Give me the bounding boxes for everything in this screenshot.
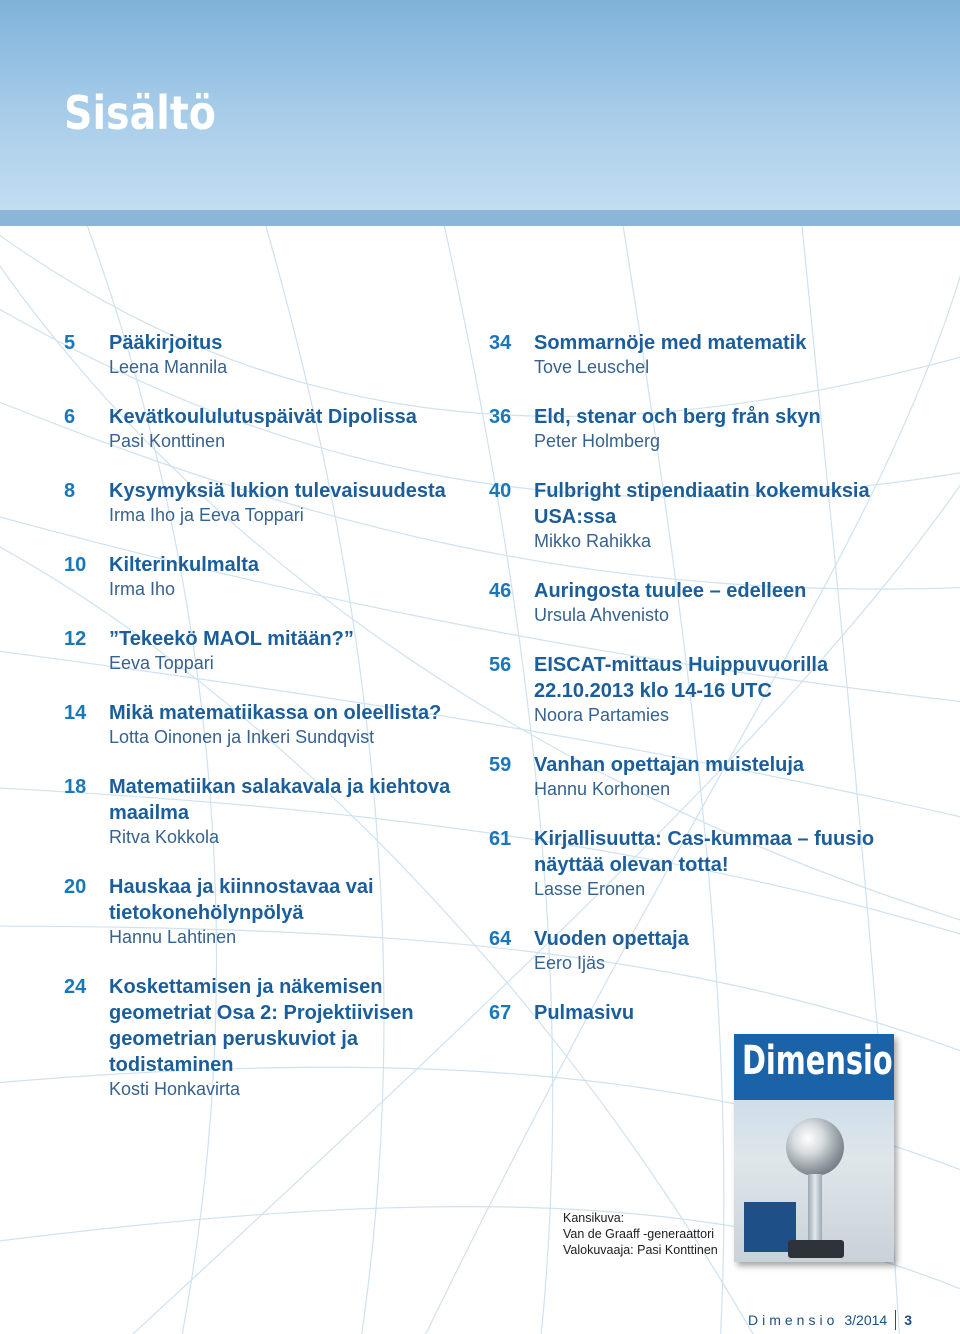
toc-article-author: Leena Mannila (109, 357, 228, 377)
toc-entry[interactable] (489, 1000, 929, 1026)
toc-article-title: Auringosta tuulee – edelleen (534, 580, 807, 602)
footer-issue: 3/2014 (844, 1312, 888, 1328)
toc-article-author: Hannu Lahtinen (109, 927, 237, 947)
toc-page-number: 24 (64, 976, 87, 998)
footer-page-number: 3 (904, 1312, 912, 1328)
toc-article-title: Vanhan opettajan muisteluja (534, 754, 805, 776)
toc-article-author: Irma Iho (109, 579, 176, 599)
toc-article-author: Tove Leuschel (534, 357, 650, 377)
toc-article-title: Pääkirjoitus (109, 332, 223, 354)
toc-entry[interactable] (64, 552, 484, 600)
toc-entry[interactable] (64, 404, 484, 452)
generator-column (808, 1174, 822, 1244)
toc-entry[interactable] (489, 330, 929, 378)
toc-page-number: 14 (64, 702, 87, 724)
caption-label: Kansikuva: (563, 1211, 625, 1225)
toc-page-number: 67 (489, 1002, 512, 1024)
generator-sphere (786, 1118, 844, 1176)
toc-entry[interactable] (64, 626, 484, 674)
toc-entry[interactable] (489, 926, 929, 974)
toc-entry[interactable] (64, 330, 484, 378)
caption-photographer: Valokuvaaja: Pasi Konttinen (563, 1243, 718, 1257)
toc-article-author: Eeva Toppari (109, 653, 214, 673)
cover-image (734, 1034, 894, 1262)
toc-article-author: Ursula Ahvenisto (534, 605, 670, 625)
toc-article-title: ”Tekeekö MAOL mitään?” (109, 628, 354, 650)
header-stripe (0, 210, 960, 226)
toc-article-author: Eero Ijäs (534, 953, 606, 973)
toc-article-author: Kosti Honkavirta (109, 1079, 241, 1099)
toc-article-author: Lotta Oinonen ja Inkeri Sundqvist (109, 727, 375, 747)
toc-right-column (489, 330, 929, 1052)
toc-page-number: 10 (64, 554, 87, 576)
toc-page-number: 18 (64, 776, 87, 798)
footer-magazine-name: Dimensio (748, 1312, 839, 1328)
toc-article-author: Ritva Kokkola (109, 827, 220, 847)
toc-entry[interactable] (64, 700, 484, 748)
toc-article-author: Peter Holmberg (534, 431, 661, 451)
toc-entry[interactable] (489, 826, 929, 900)
toc-article-title: Koskettamisen ja näkemisen geometriat Osa 2: Projektiivisen geometrian peruskuviot ja todistaminen (109, 976, 414, 1076)
footer-divider (895, 1310, 896, 1330)
toc-article-title: Kirjallisuutta: Cas-kummaa – fuusio näyttää olevan totta! (534, 828, 875, 876)
toc-article-title: EISCAT-mittaus Huippuvuorilla 22.10.2013 klo 14-16 UTC (534, 654, 829, 702)
toc-page-number: 5 (64, 332, 76, 354)
toc-page-number: 61 (489, 828, 512, 850)
toc-entry[interactable] (64, 774, 484, 848)
toc-entry[interactable] (64, 874, 484, 948)
cover-masthead (734, 1034, 894, 1100)
page-title: Sisältö (64, 86, 216, 140)
toc-article-title: Kysymyksiä lukion tulevaisuudesta (109, 480, 446, 502)
cover-caption (563, 1210, 718, 1258)
toc-entry[interactable] (64, 478, 484, 526)
toc-page-number: 12 (64, 628, 87, 650)
toc-article-author: Pasi Konttinen (109, 431, 226, 451)
generator-base (788, 1240, 844, 1258)
toc-article-title: Kilterinkulmalta (109, 554, 260, 576)
toc-left-column (64, 330, 484, 1126)
toc-page-number: 6 (64, 406, 76, 428)
toc-article-title: Sommarnöje med matematik (534, 332, 807, 354)
page-footer (748, 1310, 912, 1330)
toc-entry[interactable] (489, 752, 929, 800)
cover-logo: Dimensio (742, 1038, 893, 1084)
toc-article-title: Fulbright stipendiaatin kokemuksia USA:ssa (534, 480, 870, 528)
caption-subject: Van de Graaff -generaattori (563, 1227, 715, 1241)
toc-page-number: 20 (64, 876, 87, 898)
toc-article-author: Hannu Korhonen (534, 779, 671, 799)
toc-page-number: 59 (489, 754, 512, 776)
toc-page-number: 46 (489, 580, 512, 602)
toc-article-author: Lasse Eronen (534, 879, 646, 899)
toc-article-author: Mikko Rahikka (534, 531, 652, 551)
toc-article-title: Pulmasivu (534, 1002, 635, 1024)
toc-page-number: 64 (489, 928, 512, 950)
toc-article-author: Noora Partamies (534, 705, 670, 725)
toc-article-title: Mikä matematiikassa on oleellista? (109, 702, 442, 724)
toc-article-title: Eld, stenar och berg från skyn (534, 406, 821, 428)
toc-page-number: 40 (489, 480, 512, 502)
toc-page-number: 34 (489, 332, 512, 354)
toc-article-title: Hauskaa ja kiinnostavaa vai tietokonehölynpölyä (109, 876, 374, 924)
toc-article-title: Vuoden opettaja (534, 928, 689, 950)
toc-article-title: Matematiikan salakavala ja kiehtova maailma (109, 776, 451, 824)
toc-page-number: 8 (64, 480, 76, 502)
toc-entry[interactable] (489, 404, 929, 452)
toc-page-number: 56 (489, 654, 512, 676)
toc-page-number: 36 (489, 406, 512, 428)
toc-entry[interactable] (489, 652, 929, 726)
toc-entry[interactable] (64, 974, 484, 1100)
toc-article-author: Irma Iho ja Eeva Toppari (109, 505, 304, 525)
toc-entry[interactable] (489, 578, 929, 626)
toc-entry[interactable] (489, 478, 929, 552)
toc-article-title: Kevätkoululutuspäivät Dipolissa (109, 406, 417, 428)
